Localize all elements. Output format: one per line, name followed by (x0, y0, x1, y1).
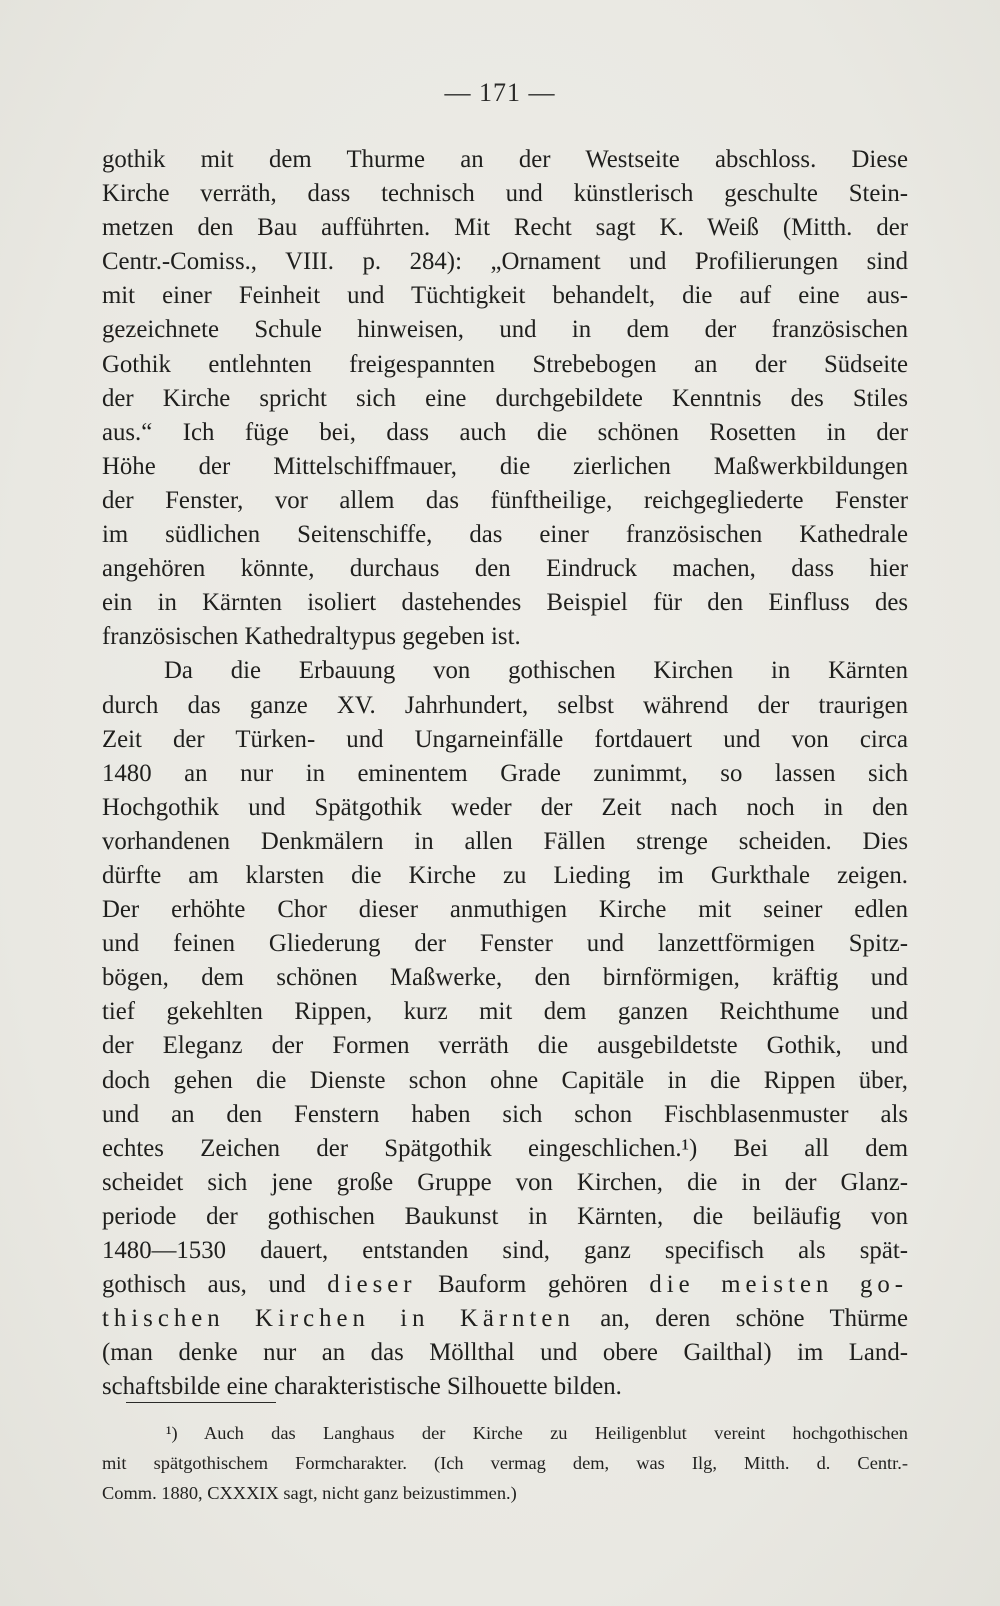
text-line: und an den Fenstern haben sich schon Fischblasenmuster als (102, 1100, 908, 1128)
text-line: Höhe der Mittelschiffmauer, die zierlichen Maßwerkbildungen (102, 452, 908, 480)
emphasized-text: die meisten go- (649, 1271, 909, 1299)
text-line: im südlichen Seitenschiffe, das einer französischen Kathedrale (102, 521, 908, 549)
text-line-spaced (102, 1302, 908, 1336)
text-line: 1480—1530 dauert, entstanden sind, ganz specifisch als spät- (102, 1237, 908, 1264)
text-line: bögen, dem schönen Maßwerke, den birnförmigen, kräftig und (102, 964, 908, 992)
text-line: durch das ganze XV. Jahrhundert, selbst während der traurigen (102, 691, 908, 719)
text-line: vorhandenen Denkmälern in allen Fällen strenge scheiden. Dies (102, 827, 908, 855)
emphasized-text: dieser (327, 1271, 417, 1299)
text-line: gezeichnete Schule hinweisen, und in dem der französischen (102, 316, 908, 344)
footnote-divider (126, 1402, 276, 1403)
text-fragment: Bauform gehören (416, 1271, 650, 1299)
page-number: — 171 — (444, 78, 556, 107)
text-line: Kirche verräth, dass technisch und künstlerisch geschulte Stein- (102, 180, 908, 208)
text-line: angehören könnte, durchaus den Eindruck machen, dass hier (102, 555, 908, 583)
text-line: doch gehen die Dienste schon ohne Capitäle in die Rippen über, (102, 1066, 908, 1094)
paragraph-start-line: Da die Erbauung von gothischen Kirchen in Kärnten (164, 657, 908, 685)
text-fragment: an, deren schöne Thürme (574, 1305, 909, 1333)
footnote-line: ¹) Auch das Langhaus der Kirche zu Heiligenblut vereint hochgothischen (166, 1423, 908, 1443)
text-line: mit einer Feinheit und Tüchtigkeit behandelt, die auf eine aus- (102, 282, 908, 310)
text-line: ein in Kärnten isoliert dastehendes Beispiel für den Einfluss des (102, 589, 908, 617)
text-line: metzen den Bau aufführten. Mit Recht sagt K. Weiß (Mitth. der (102, 214, 908, 242)
text-line: echtes Zeichen der Spätgothik eingeschlichen.¹) Bei all dem (102, 1134, 908, 1162)
text-line: Zeit der Türken- und Ungarneinfälle fortdauert und von circa (102, 725, 908, 753)
text-line: Gothik entlehnten freigespannten Strebebogen an der Südseite (102, 350, 908, 378)
text-line: der Eleganz der Formen verräth die ausgebildetste Gothik, und (102, 1032, 908, 1060)
text-line: Centr.-Comiss., VIII. p. 284): „Ornament und Profilierungen sind (102, 248, 908, 276)
text-line: periode der gothischen Baukunst in Kärnten, die beiläufig von (102, 1202, 908, 1230)
text-line: (man denke nur an das Möllthal und obere Gailthal) im Land- (102, 1339, 908, 1367)
emphasized-text: thischen Kirchen in Kärnten (102, 1305, 575, 1333)
text-line: aus.“ Ich füge bei, dass auch die schönen Rosetten in der (102, 418, 908, 446)
text-line: schaftsbilde eine charakteristische Silhouette bilden. (102, 1373, 622, 1401)
footnote (102, 1418, 908, 1508)
body-text (102, 143, 908, 1404)
text-line: der Kirche spricht sich eine durchgebildete Kenntnis des Stiles (102, 384, 908, 412)
text-line: dürfte am klarsten die Kirche zu Lieding im Gurkthale zeigen. (102, 861, 908, 889)
text-line: tief gekehlten Rippen, kurz mit dem ganzen Reichthume und (102, 998, 908, 1026)
footnote-line: mit spätgothischem Formcharakter. (Ich vermag dem, was Ilg, Mitth. d. Centr.- (102, 1453, 908, 1473)
text-line: der Fenster, vor allem das fünftheilige, reichgegliederte Fenster (102, 486, 908, 514)
text-line: Hochgothik und Spätgothik weder der Zeit nach noch in den (102, 793, 908, 821)
text-line: gothik mit dem Thurme an der Westseite abschloss. Diese (102, 146, 908, 173)
text-line: und feinen Gliederung der Fenster und lanzettförmigen Spitz- (102, 930, 908, 958)
text-fragment: gothisch aus, und (102, 1271, 328, 1299)
text-line: französischen Kathedraltypus gegeben ist. (102, 623, 521, 651)
footnote-line: Comm. 1880, CXXXIX sagt, nicht ganz beizustimmen.) (102, 1483, 517, 1503)
text-line: Der erhöhte Chor dieser anmuthigen Kirche mit seiner edlen (102, 896, 908, 924)
text-line: 1480 an nur in eminentem Grade zunimmt, so lassen sich (102, 759, 908, 787)
text-line: scheidet sich jene große Gruppe von Kirchen, die in der Glanz- (102, 1168, 908, 1196)
text-line-spaced (102, 1268, 908, 1302)
